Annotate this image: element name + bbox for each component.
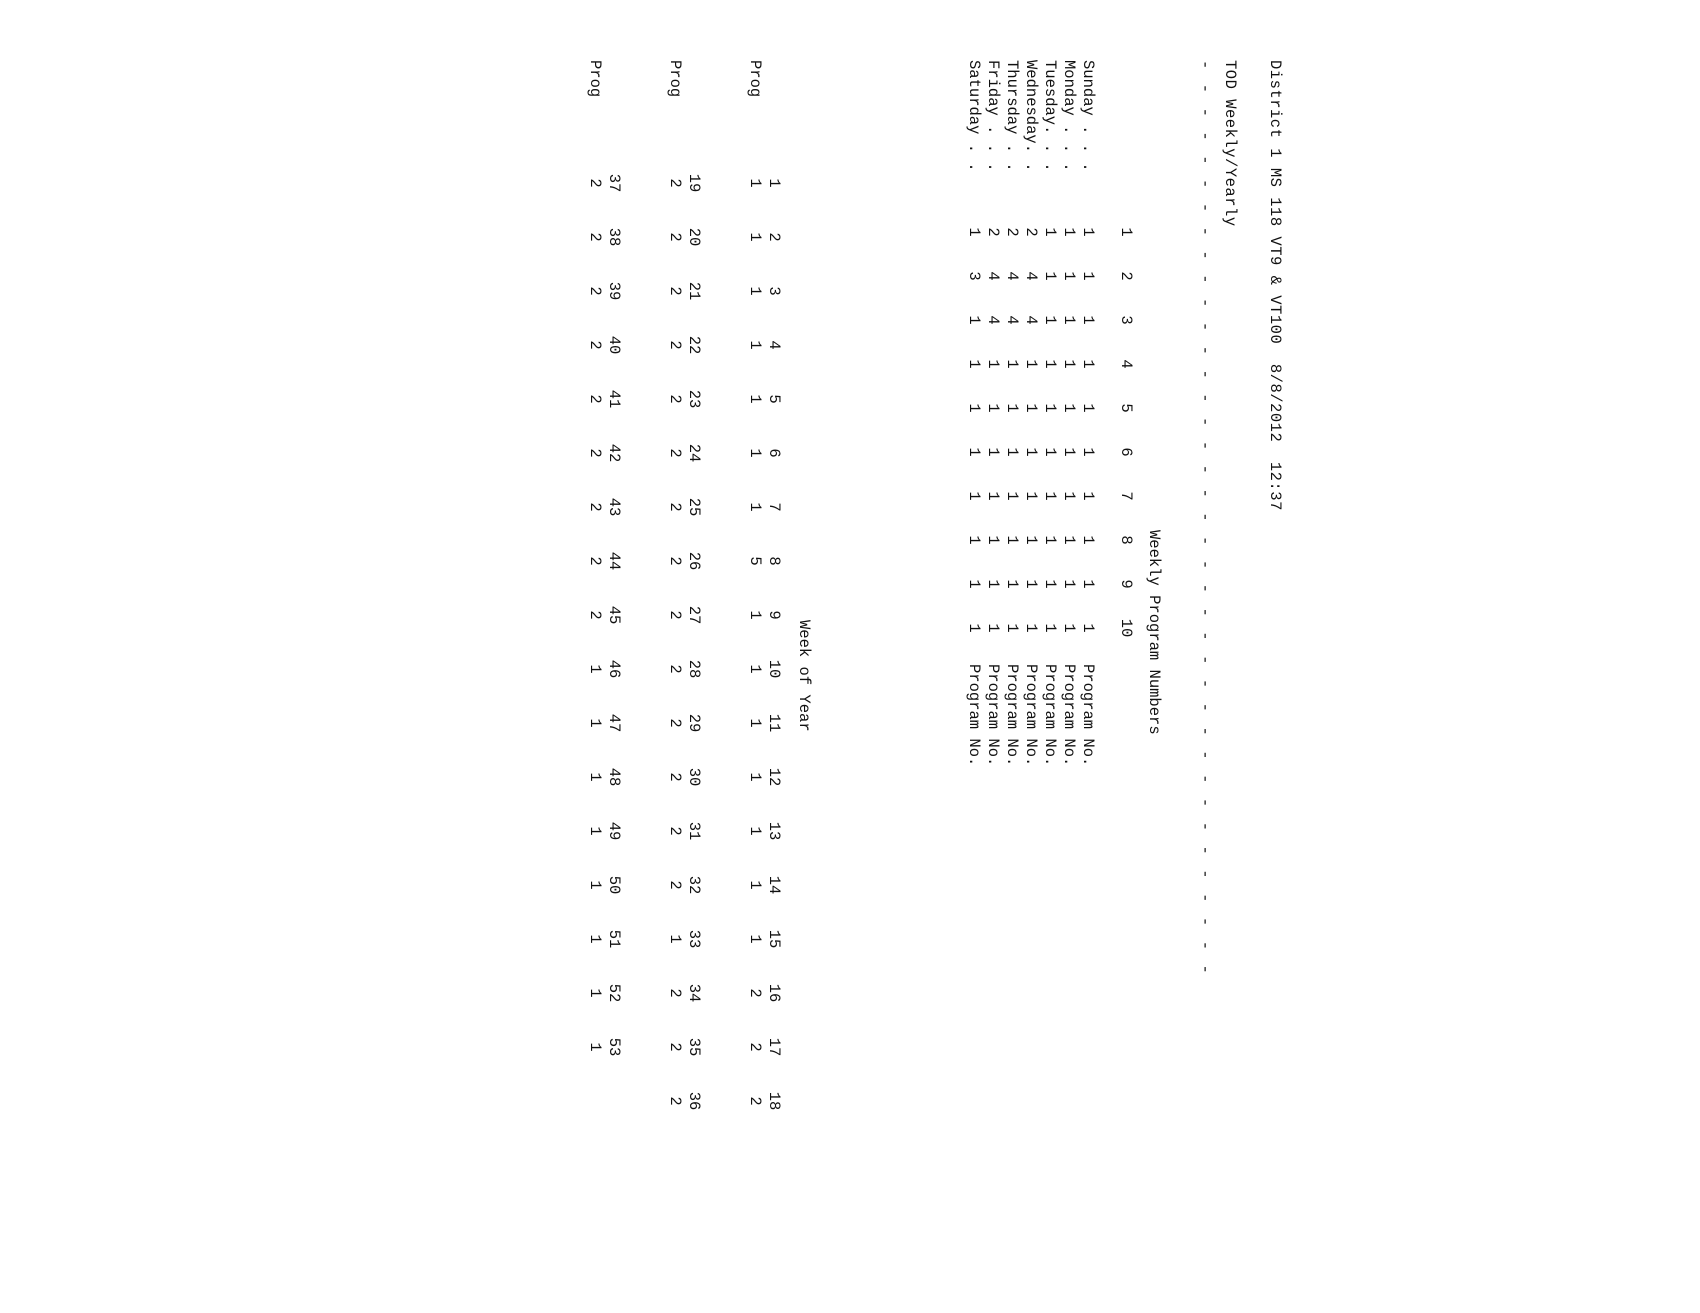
yearly-prog-value: 2 (666, 556, 684, 566)
weekly-row-tail: Program No. (1060, 664, 1078, 767)
yearly-block-1-blank (764, 60, 783, 156)
yearly-week: 36 (685, 1091, 703, 1111)
table-row (983, 60, 1002, 766)
yearly-prog-value: 2 (666, 1096, 684, 1106)
yearly-prog-value: 2 (666, 394, 684, 404)
yearly-prog-value: 1 (586, 880, 604, 890)
yearly-prog-value: 1 (746, 286, 764, 296)
yearly-prog-value: 2 (666, 664, 684, 674)
yearly-prog-value: 2 (666, 502, 684, 512)
yearly-week: 18 (765, 1091, 783, 1111)
weekly-cell: 4 (1003, 271, 1021, 281)
weekly-cell: 2 (984, 227, 1002, 237)
weekly-cell: 1 (1060, 359, 1078, 369)
weekly-cell: 1 (1060, 535, 1078, 545)
weekly-col-2: 2 (1117, 271, 1135, 281)
weekly-col-6: 6 (1117, 447, 1135, 457)
yearly-prog-value: 1 (586, 988, 604, 998)
weekly-cell: 1 (1022, 447, 1040, 457)
yearly-prog-value: 2 (666, 232, 684, 242)
weekly-cell: 1 (965, 359, 983, 369)
yearly-prog-value: 1 (586, 934, 604, 944)
yearly-week: 2 (765, 232, 783, 242)
weekly-day-label: Saturday . . (965, 60, 983, 172)
weekly-spacer-row (1097, 60, 1116, 766)
yearly-prog-value: 1 (586, 1042, 604, 1052)
weekly-cell: 1 (1079, 535, 1097, 545)
yearly-prog-value: 1 (586, 826, 604, 836)
weekly-row-tail: Program No. (965, 664, 983, 767)
yearly-prog-value: 1 (586, 718, 604, 728)
weekly-cell: 1 (1060, 623, 1078, 633)
weekly-cell: 1 (1003, 359, 1021, 369)
yearly-prog-value: 1 (586, 772, 604, 782)
weekly-day-label: Monday . . . (1060, 60, 1078, 172)
weekly-cell: 1 (1003, 623, 1021, 633)
yearly-week: 3 (765, 286, 783, 296)
yearly-week-row (684, 60, 703, 1128)
weekly-cell: 1 (984, 403, 1002, 413)
yearly-prog-value: 2 (586, 394, 604, 404)
weekly-col-4: 4 (1117, 359, 1135, 369)
weekly-cell: 1 (965, 491, 983, 501)
weekly-cell: 1 (1041, 579, 1059, 589)
weekly-section-caption: Weekly Program Numbers (1145, 530, 1163, 735)
weekly-cell: 1 (1079, 579, 1097, 589)
yearly-prog-value: 2 (666, 286, 684, 296)
weekly-col-10: 10 (1117, 618, 1135, 638)
yearly-prog-value: 2 (666, 610, 684, 620)
weekly-cell: 3 (965, 271, 983, 281)
weekly-cell: 1 (984, 579, 1002, 589)
yearly-week: 35 (685, 1037, 703, 1057)
yearly-prog-value: 1 (746, 394, 764, 404)
yearly-week: 8 (765, 556, 783, 566)
yearly-prog-label: Prog (666, 60, 684, 98)
yearly-prog-value: 1 (586, 664, 604, 674)
weekly-cell: 1 (1079, 491, 1097, 501)
weekly-col-1: 1 (1117, 227, 1135, 237)
yearly-prog-value: 2 (586, 178, 604, 188)
weekly-cell: 1 (1003, 403, 1021, 413)
yearly-week: 10 (765, 659, 783, 679)
weekly-cell: 1 (965, 535, 983, 545)
table-row (745, 60, 764, 1128)
yearly-block-3-blank (604, 60, 623, 156)
weekly-cell: 1 (1079, 227, 1097, 237)
weekly-cell: 4 (984, 315, 1002, 325)
yearly-week: 53 (605, 1037, 623, 1057)
yearly-week: 46 (605, 659, 623, 679)
weekly-cell: 1 (1022, 579, 1040, 589)
weekly-col-7: 7 (1117, 491, 1135, 501)
weekly-row-tail: Program No. (1022, 664, 1040, 767)
yearly-week-row (604, 60, 623, 1074)
table-row (1002, 60, 1021, 766)
weekly-cell: 1 (1041, 227, 1059, 237)
yearly-week: 33 (685, 929, 703, 949)
weekly-row-tail: Program No. (1079, 664, 1097, 767)
table-row (1078, 60, 1097, 766)
header-separator: - - - - - - - - - - - - - - - - - - - - - - - - - - - - - - - - - - - - - - - (1196, 60, 1214, 977)
weekly-cell: 1 (1060, 491, 1078, 501)
yearly-prog-value: 2 (666, 718, 684, 728)
yearly-prog-value: 2 (746, 1042, 764, 1052)
weekly-cell: 2 (1003, 227, 1021, 237)
weekly-program-table (964, 60, 1135, 766)
weekly-cell: 1 (1022, 623, 1040, 633)
yearly-prog-value: 2 (666, 880, 684, 890)
weekly-cell: 1 (1079, 403, 1097, 413)
yearly-prog-value: 2 (586, 448, 604, 458)
yearly-week: 30 (685, 767, 703, 787)
weekly-cell: 1 (965, 403, 983, 413)
yearly-week: 48 (605, 767, 623, 787)
yearly-week: 47 (605, 713, 623, 733)
weekly-cell: 4 (1022, 271, 1040, 281)
weekly-cell: 1 (1060, 447, 1078, 457)
weekly-header-row (1116, 60, 1135, 766)
yearly-week: 44 (605, 551, 623, 571)
weekly-cell: 1 (1041, 315, 1059, 325)
yearly-prog-value: 1 (746, 664, 764, 674)
report-title: TOD Weekly/Yearly (1221, 60, 1239, 227)
table-row (585, 60, 604, 1074)
yearly-week: 39 (605, 281, 623, 301)
weekly-cell: 1 (984, 359, 1002, 369)
yearly-week: 45 (605, 605, 623, 625)
yearly-week: 4 (765, 340, 783, 350)
weekly-cell: 1 (1003, 491, 1021, 501)
yearly-prog-value: 2 (666, 772, 684, 782)
weekly-cell: 1 (1060, 315, 1078, 325)
yearly-week: 37 (605, 173, 623, 193)
yearly-prog-value: 5 (746, 556, 764, 566)
yearly-week: 20 (685, 227, 703, 247)
yearly-prog-value: 1 (746, 826, 764, 836)
yearly-prog-value: 2 (586, 610, 604, 620)
yearly-week: 24 (685, 443, 703, 463)
weekly-cell: 1 (984, 491, 1002, 501)
weekly-cell: 1 (1022, 491, 1040, 501)
yearly-block-2-blank (684, 60, 703, 156)
yearly-prog-value: 1 (746, 718, 764, 728)
yearly-prog-value: 1 (746, 340, 764, 350)
yearly-week: 32 (685, 875, 703, 895)
yearly-prog-value: 2 (666, 988, 684, 998)
weekly-cell: 1 (984, 623, 1002, 633)
weekly-cell: 4 (1022, 315, 1040, 325)
table-row (665, 60, 684, 1128)
yearly-prog-value: 1 (746, 178, 764, 188)
yearly-prog-value: 2 (586, 556, 604, 566)
weekly-cell: 4 (1003, 315, 1021, 325)
weekly-col-3: 3 (1117, 315, 1135, 325)
weekly-cell: 1 (1079, 315, 1097, 325)
yearly-week: 16 (765, 983, 783, 1003)
yearly-week: 19 (685, 173, 703, 193)
weekly-cell: 1 (1022, 535, 1040, 545)
weekly-cell: 1 (1079, 623, 1097, 633)
yearly-week: 26 (685, 551, 703, 571)
yearly-prog-value: 2 (586, 340, 604, 350)
weekly-cell: 1 (965, 447, 983, 457)
weekly-day-label: Friday . . . (984, 60, 1002, 172)
yearly-prog-value: 2 (666, 340, 684, 350)
weekly-cell: 4 (984, 271, 1002, 281)
yearly-prog-value: 1 (746, 610, 764, 620)
yearly-prog-label: Prog (586, 60, 604, 98)
weekly-row-tail: Program No. (1003, 664, 1021, 767)
weekly-day-label: Tuesday. . . (1041, 60, 1059, 172)
table-row (1059, 60, 1078, 766)
weekly-cell: 1 (1041, 359, 1059, 369)
weekly-cell: 1 (965, 623, 983, 633)
report-header-line: District 1 MS 118 VT9 & VT100 8/8/2012 12:37 (1266, 60, 1284, 511)
yearly-prog-value: 1 (746, 232, 764, 242)
yearly-week: 6 (765, 448, 783, 458)
weekly-cell: 1 (1003, 447, 1021, 457)
yearly-week: 21 (685, 281, 703, 301)
weekly-cell: 1 (1041, 623, 1059, 633)
weekly-col-8: 8 (1117, 535, 1135, 545)
yearly-prog-value: 2 (746, 988, 764, 998)
weekly-cell: 1 (1079, 271, 1097, 281)
weekly-row-tail: Program No. (984, 664, 1002, 767)
weekly-header-blank (1116, 60, 1135, 210)
yearly-week: 28 (685, 659, 703, 679)
yearly-week: 41 (605, 389, 623, 409)
weekly-cell: 1 (1041, 271, 1059, 281)
yearly-week: 17 (765, 1037, 783, 1057)
yearly-week: 22 (685, 335, 703, 355)
yearly-week: 27 (685, 605, 703, 625)
yearly-block-2-table (665, 60, 703, 1128)
yearly-week: 51 (605, 929, 623, 949)
yearly-prog-value: 1 (746, 448, 764, 458)
yearly-week: 23 (685, 389, 703, 409)
yearly-prog-value: 2 (666, 1042, 684, 1052)
yearly-week: 11 (765, 713, 783, 733)
weekly-cell: 1 (1041, 491, 1059, 501)
table-row (1040, 60, 1059, 766)
yearly-week: 5 (765, 394, 783, 404)
yearly-week: 7 (765, 502, 783, 512)
yearly-week: 34 (685, 983, 703, 1003)
yearly-prog-value: 1 (746, 772, 764, 782)
yearly-block-3-table (585, 60, 623, 1074)
weekly-cell: 1 (1060, 271, 1078, 281)
yearly-week: 52 (605, 983, 623, 1003)
weekly-cell: 1 (1003, 535, 1021, 545)
weekly-cell: 1 (1022, 359, 1040, 369)
yearly-week: 13 (765, 821, 783, 841)
yearly-prog-value: 2 (586, 286, 604, 296)
weekly-cell: 1 (1079, 359, 1097, 369)
yearly-section-caption: Week of Year (795, 620, 813, 732)
weekly-cell: 1 (965, 227, 983, 237)
yearly-week: 40 (605, 335, 623, 355)
weekly-cell: 1 (1041, 447, 1059, 457)
yearly-week: 50 (605, 875, 623, 895)
yearly-week: 29 (685, 713, 703, 733)
weekly-cell: 1 (1079, 447, 1097, 457)
yearly-prog-value: 1 (746, 502, 764, 512)
yearly-prog-label: Prog (746, 60, 764, 98)
yearly-prog-value: 1 (666, 934, 684, 944)
yearly-week-row (764, 60, 783, 1128)
weekly-cell: 1 (1060, 227, 1078, 237)
weekly-cell: 1 (965, 315, 983, 325)
yearly-prog-value: 2 (746, 1096, 764, 1106)
weekly-col-9: 9 (1117, 579, 1135, 589)
weekly-cell: 1 (1060, 579, 1078, 589)
yearly-week: 49 (605, 821, 623, 841)
yearly-week: 14 (765, 875, 783, 895)
yearly-prog-value: 1 (746, 934, 764, 944)
table-row (1021, 60, 1040, 766)
weekly-cell: 1 (1003, 579, 1021, 589)
weekly-cell: 1 (1022, 403, 1040, 413)
weekly-cell: 1 (965, 579, 983, 589)
yearly-prog-value: 1 (746, 880, 764, 890)
yearly-week: 1 (765, 178, 783, 188)
weekly-day-label: Sunday . . . (1079, 60, 1097, 172)
yearly-week: 9 (765, 610, 783, 620)
yearly-prog-value: 2 (586, 502, 604, 512)
weekly-cell: 1 (984, 535, 1002, 545)
table-row (964, 60, 983, 766)
weekly-cell: 1 (1060, 403, 1078, 413)
weekly-row-tail: Program No. (1041, 664, 1059, 767)
yearly-prog-value: 2 (666, 178, 684, 188)
yearly-prog-value: 2 (666, 448, 684, 458)
yearly-prog-value: 2 (586, 232, 604, 242)
yearly-week: 42 (605, 443, 623, 463)
weekly-cell: 1 (1041, 403, 1059, 413)
weekly-col-5: 5 (1117, 403, 1135, 413)
yearly-week: 15 (765, 929, 783, 949)
weekly-day-label: Thursday . . (1003, 60, 1021, 172)
weekly-header-tail (1116, 650, 1135, 766)
weekly-cell: 1 (984, 447, 1002, 457)
yearly-prog-value: 2 (666, 826, 684, 836)
weekly-day-label: Wednesday. . (1022, 60, 1040, 172)
weekly-cell: 2 (1022, 227, 1040, 237)
yearly-block-1-table (745, 60, 783, 1128)
yearly-week: 43 (605, 497, 623, 517)
yearly-week: 31 (685, 821, 703, 841)
yearly-week: 25 (685, 497, 703, 517)
weekly-cell: 1 (1041, 535, 1059, 545)
yearly-week: 38 (605, 227, 623, 247)
yearly-week: 12 (765, 767, 783, 787)
